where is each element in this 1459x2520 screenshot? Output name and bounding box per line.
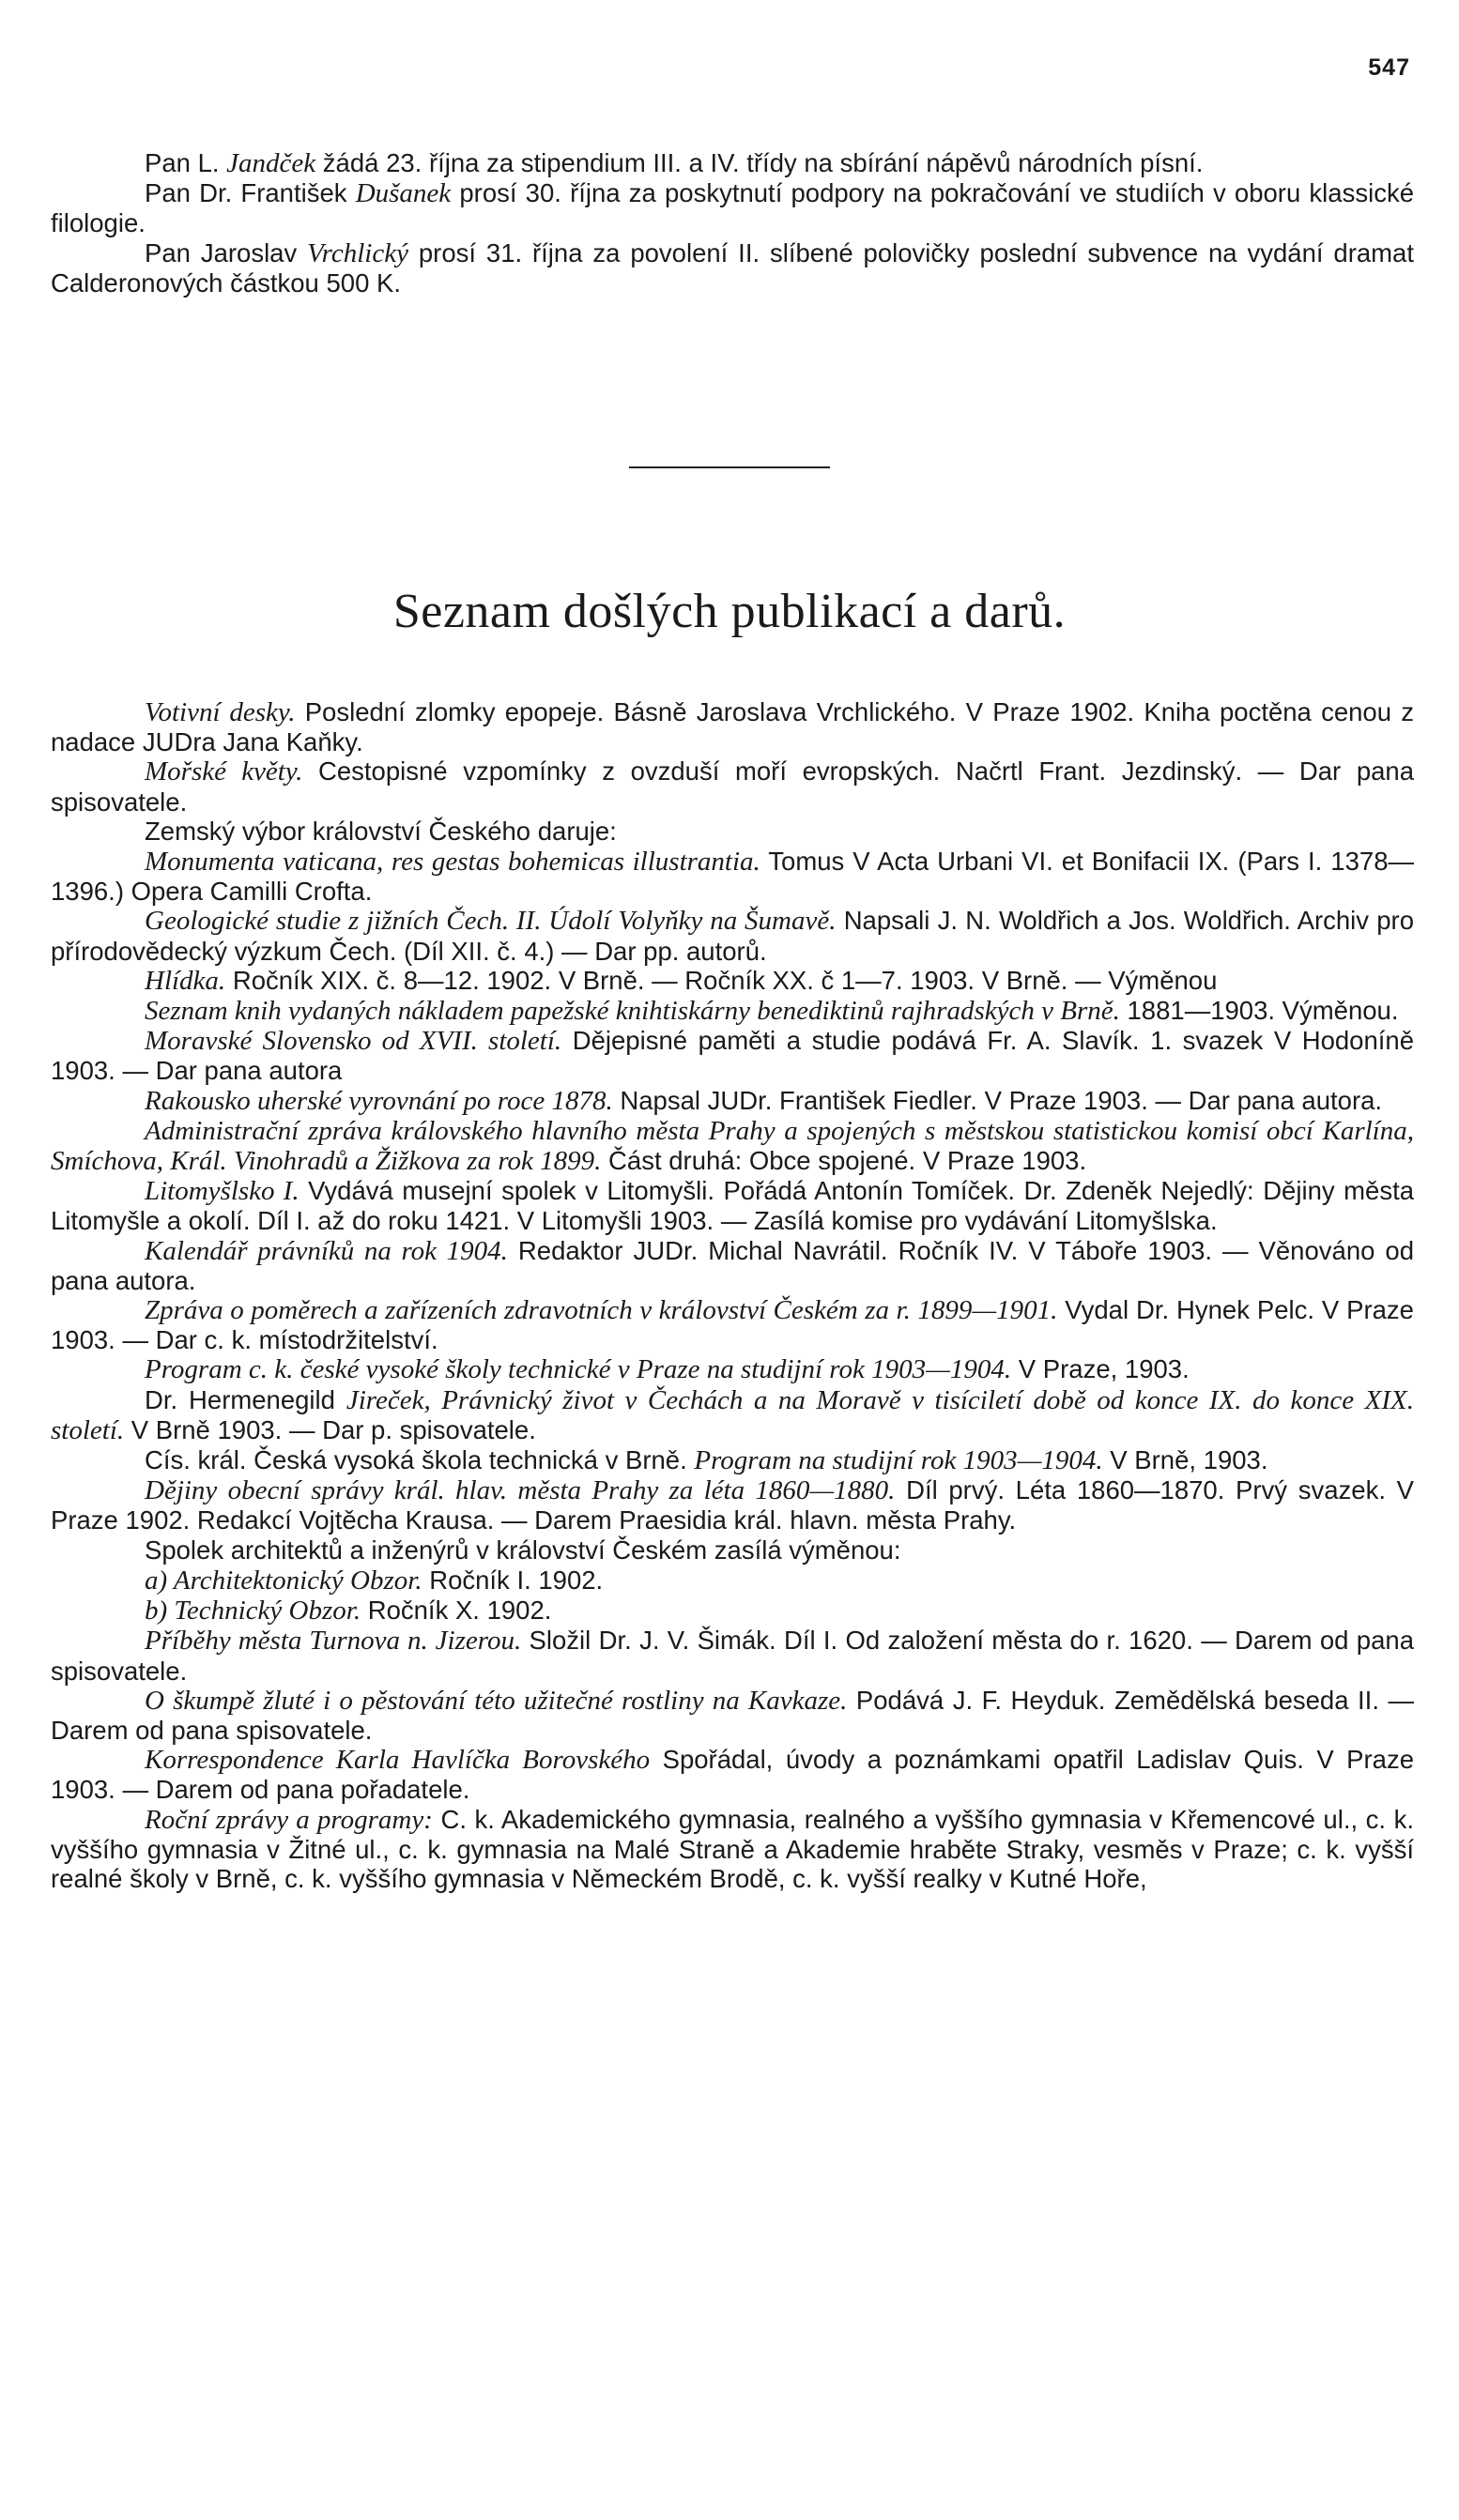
- publications-list: [51, 697, 1414, 1893]
- list-entry: Program c. k. české vysoké školy technické v Praze na studijní rok 1903—1904. V Praze, 1903.: [145, 1354, 1190, 1385]
- list-entry: Roční zprávy a programy: C. k. Akademického gymnasia, realného a vyššího gymnasia v Křemencové ul., c. k. vyššího gymnasia v Žitné ul., c. k. gymnasia na Malé Straně a Akademie hraběte Straky, vesměs v Praze; c. k. vyšší realné školy v Brně, c. k. vyššího gymnasia v Německém Brodě, c. k. vyšší realky v Kutné Hoře,: [51, 1804, 1414, 1893]
- list-entry: Moravské Slovensko od XVII. století. Dějepisné paměti a studie podává Fr. A. Slavík. 1. svazek V Hodoníně 1903. — Dar pana autora: [51, 1026, 1414, 1086]
- list-entry: O škumpě žluté i o pěstování této užitečné rostliny na Kavkaze. Podává J. F. Heyduk. Zemědělská beseda II. — Darem od pana spisovatele.: [51, 1685, 1414, 1745]
- list-entry: Administrační zpráva královského hlavního města Prahy a spojených s městskou statistickou komisí obcí Karlína, Smíchova, Král. Vinohradů a Žižkova za rok 1899. Část druhá: Obce spojené. V Praze 1903.: [51, 1115, 1414, 1177]
- paragraph: Pan Jaroslav Vrchlický prosí 31. října za povolení II. slíbené polovičky poslední subvence na vydání dramat Calderonových částkou 500 K.: [51, 237, 1414, 298]
- list-entry: Dr. Hermenegild Jireček, Právnický život v Čechách a na Moravě v tisíciletí době od konce IX. do konce XIX. století. V Brně 1903. — Dar p. spisovatele.: [51, 1384, 1414, 1445]
- list-entry: Mořské květy. Cestopisné vzpomínky z ovzduší moří evropských. Načrtl Frant. Jezdinský. — Dar pana spisovatele.: [51, 756, 1414, 817]
- list-entry: Dějiny obecní správy král. hlav. města Prahy za léta 1860—1880. Díl prvý. Léta 1860—1870. Prvý svazek. V Praze 1902. Redakcí Vojtěcha Krausa. — Darem Praesidia král. hlavn. města Prahy.: [51, 1475, 1414, 1535]
- list-entry: Cís. král. Česká vysoká škola technická v Brně. Program na studijní rok 1903—1904. V Brně, 1903.: [145, 1445, 1268, 1476]
- list-entry: Hlídka. Ročník XIX. č. 8—12. 1902. V Brně. — Ročník XX. č 1—7. 1903. V Brně. — Výměnou: [145, 965, 1218, 996]
- list-entry: Zemský výbor království Českého daruje:: [145, 816, 617, 846]
- list-entry: Zpráva o poměrech a zařízeních zdravotních v království Českém za r. 1899—1901. Vydal Dr. Hynek Pelc. V Praze 1903. — Dar c. k. místodržitelství.: [51, 1295, 1414, 1355]
- page-number: 547: [1368, 54, 1410, 81]
- list-entry: Geologické studie z jižních Čech. II. Údolí Volyňky na Šumavě. Napsali J. N. Woldřich a Jos. Woldřich. Archiv pro přírodovědecký výzkum Čech. (Díl XII. č. 4.) — Dar pp. autorů.: [51, 906, 1414, 966]
- list-entry: Rakousko uherské vyrovnání po roce 1878. Napsal JUDr. František Fiedler. V Praze 1903. — Dar pana autora.: [145, 1085, 1383, 1116]
- list-entry: a) Architektonický Obzor. Ročník I. 1902.: [145, 1565, 604, 1596]
- list-entry: Korrespondence Karla Havlíčka Borovského Spořádal, úvody a poznámkami opatřil Ladislav Quis. V Praze 1903. — Darem od pana pořadatele.: [51, 1745, 1415, 1805]
- list-entry: Kalendář právníků na rok 1904. Redaktor JUDr. Michal Navrátil. Ročník IV. V Táboře 1903. — Věnováno od pana autora.: [51, 1235, 1414, 1295]
- paragraph: Pan L. Jandček žádá 23. října za stipendium III. a IV. třídy na sbírání nápěvů národních písní.: [145, 148, 1204, 178]
- list-entry: b) Technický Obzor. Ročník X. 1902.: [145, 1596, 552, 1627]
- list-entry: Příběhy města Turnova n. Jizerou. Složil Dr. J. V. Šimák. Díl I. Od založení města do r. 1620. — Darem od pana spisovatele.: [51, 1626, 1414, 1686]
- section-divider: [629, 466, 830, 468]
- list-entry: Litomyšlsko I. Vydává musejní spolek v Litomyšli. Pořádá Antonín Tomíček. Dr. Zdeněk Nejedlý: Dějiny města Litomyšle a okolí. Díl I. až do roku 1421. V Litomyšli 1903. — Zasílá komise pro vydávání Litomyšlska.: [51, 1176, 1415, 1236]
- list-entry: Spolek architektů a inženýrů v království Českém zasílá výměnou:: [145, 1535, 901, 1565]
- paragraph: Pan Dr. František Dušanek prosí 30. října za poskytnutí podpory na pokračování ve studiích v oboru klassické filologie.: [51, 178, 1414, 238]
- list-entry: Seznam knih vydaných nákladem papežské knihtiskárny benediktinů rajhradských v Brně. 1881—1903. Výměnou.: [145, 996, 1399, 1027]
- section-title: Seznam došlých publikací a darů.: [392, 585, 1067, 638]
- list-entry: Votivní desky. Poslední zlomky epopeje. Básně Jaroslava Vrchlického. V Praze 1902. Kniha poctěna cenou z nadace JUDra Jana Kaňky.: [51, 697, 1414, 757]
- list-entry: Monumenta vaticana, res gestas bohemicas illustrantia. Tomus V Acta Urbani VI. et Bonifacii IX. (Pars I. 1378—1396.) Opera Camilli Crofta.: [51, 847, 1414, 907]
- requests-block: [51, 148, 1414, 298]
